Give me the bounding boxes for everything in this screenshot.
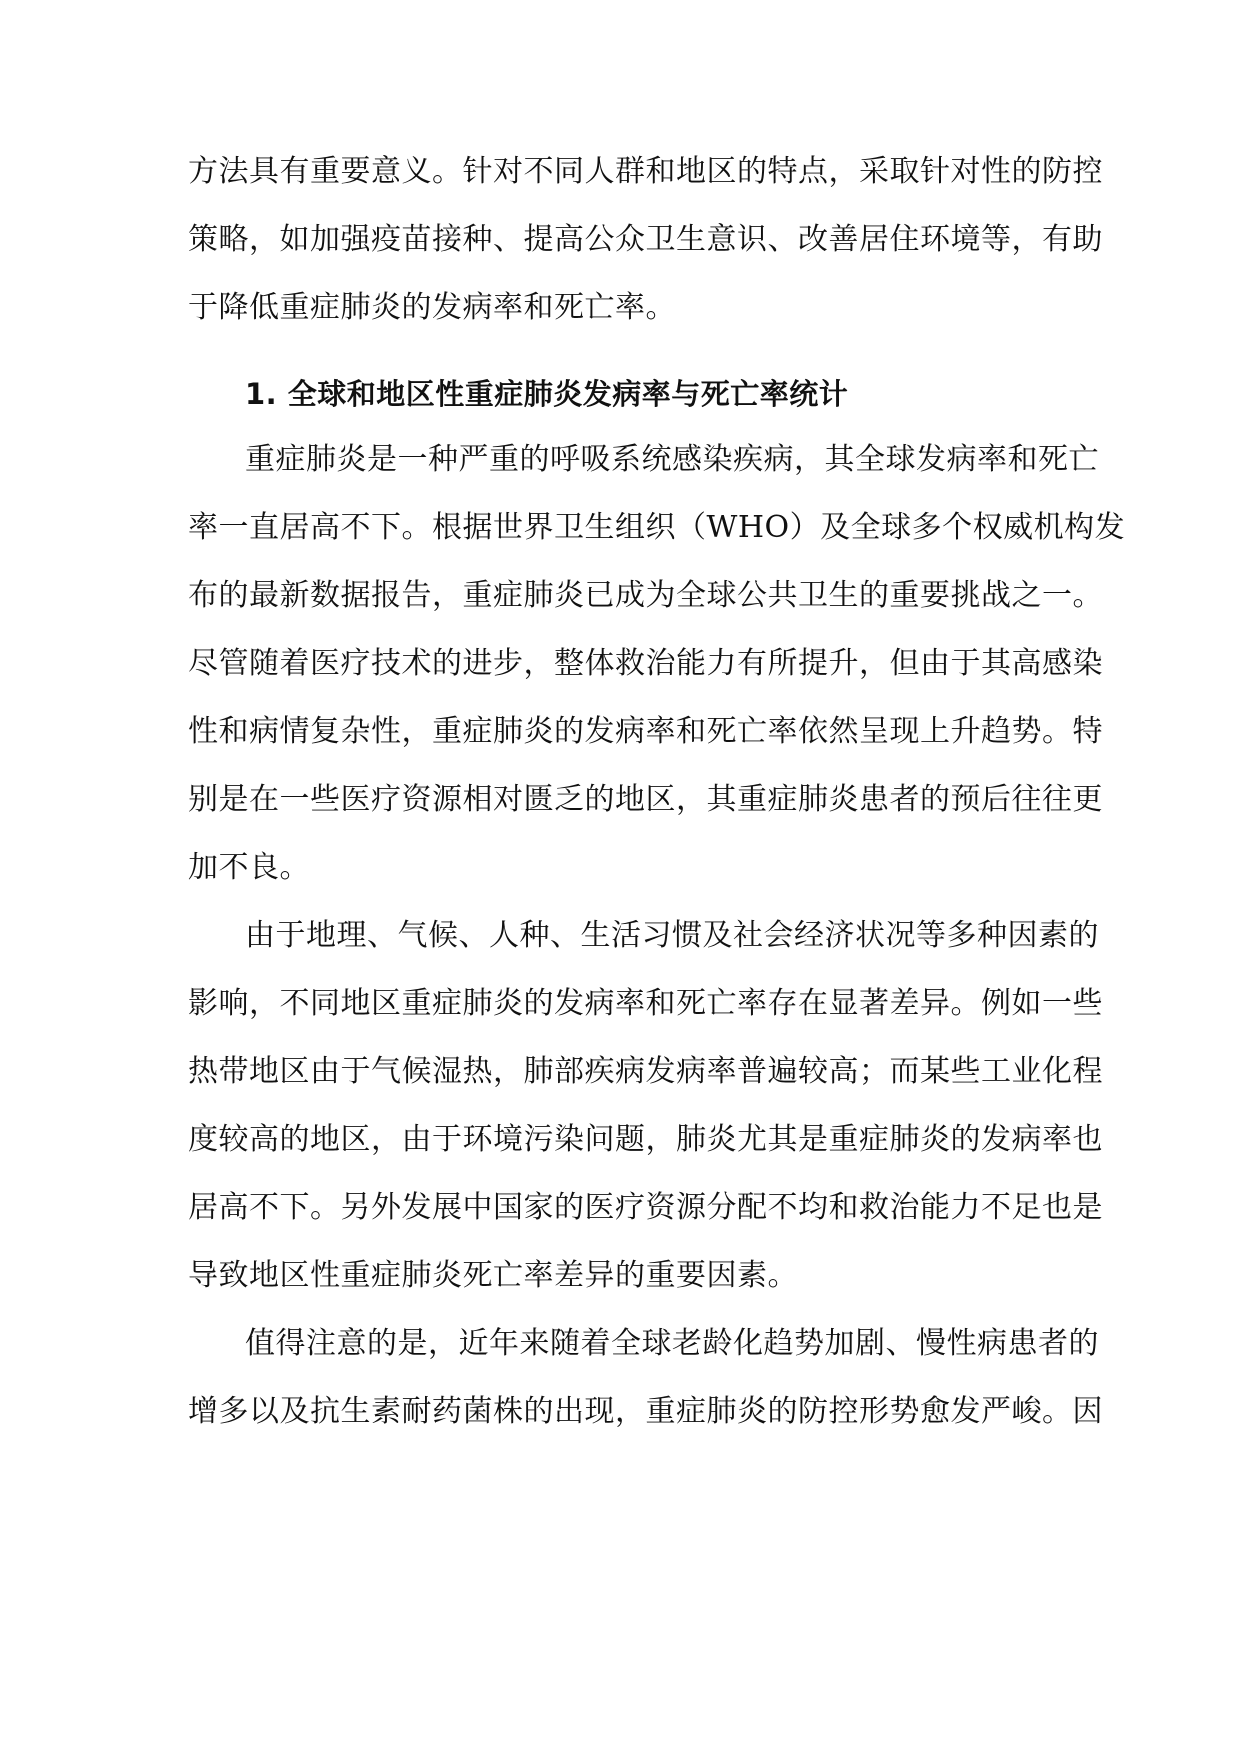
paragraph2-line-2: 影响，不同地区重症肺炎的发病率和死亡率存在显著差异。例如一些: [188, 986, 1103, 1021]
intro-line-1: 方法具有重要意义。针对不同人群和地区的特点，采取针对性的防控: [188, 154, 1103, 189]
intro-line-2: 策略，如加强疫苗接种、提高公众卫生意识、改善居住环境等，有助: [188, 222, 1103, 257]
paragraph1-line-1: 重症肺炎是一种严重的呼吸系统感染疾病，其全球发病率和死亡: [245, 442, 1099, 477]
paragraph1-line-3: 布的最新数据报告，重症肺炎已成为全球公共卫生的重要挑战之一。: [188, 578, 1103, 613]
section-heading: 1. 全球和地区性重症肺炎发病率与死亡率统计: [245, 377, 849, 411]
paragraph1-line-6: 别是在一些医疗资源相对匮乏的地区，其重症肺炎患者的预后往往更: [188, 782, 1103, 817]
paragraph2-line-1: 由于地理、气候、人种、生活习惯及社会经济状况等多种因素的: [245, 918, 1099, 953]
paragraph1-line-7: 加不良。: [188, 850, 310, 885]
paragraph1-line-2: 率一直居高不下。根据世界卫生组织（WHO）及全球多个权威机构发: [188, 510, 1126, 545]
paragraph1-line-4: 尽管随着医疗技术的进步，整体救治能力有所提升，但由于其高感染: [188, 646, 1103, 681]
paragraph2-line-4: 度较高的地区，由于环境污染问题，肺炎尤其是重症肺炎的发病率也: [188, 1122, 1103, 1157]
intro-line-3: 于降低重症肺炎的发病率和死亡率。: [188, 290, 676, 325]
paragraph2-line-5: 居高不下。另外发展中国家的医疗资源分配不均和救治能力不足也是: [188, 1190, 1103, 1225]
paragraph2-line-6: 导致地区性重症肺炎死亡率差异的重要因素。: [188, 1258, 798, 1293]
paragraph2-line-3: 热带地区由于气候湿热，肺部疾病发病率普遍较高；而某些工业化程: [188, 1054, 1103, 1089]
paragraph3-line-1: 值得注意的是，近年来随着全球老龄化趋势加剧、慢性病患者的: [245, 1326, 1099, 1361]
paragraph1-line-5: 性和病情复杂性，重症肺炎的发病率和死亡率依然呈现上升趋势。特: [188, 714, 1103, 749]
paragraph3-line-2: 增多以及抗生素耐药菌株的出现，重症肺炎的防控形势愈发严峻。因: [188, 1394, 1103, 1429]
